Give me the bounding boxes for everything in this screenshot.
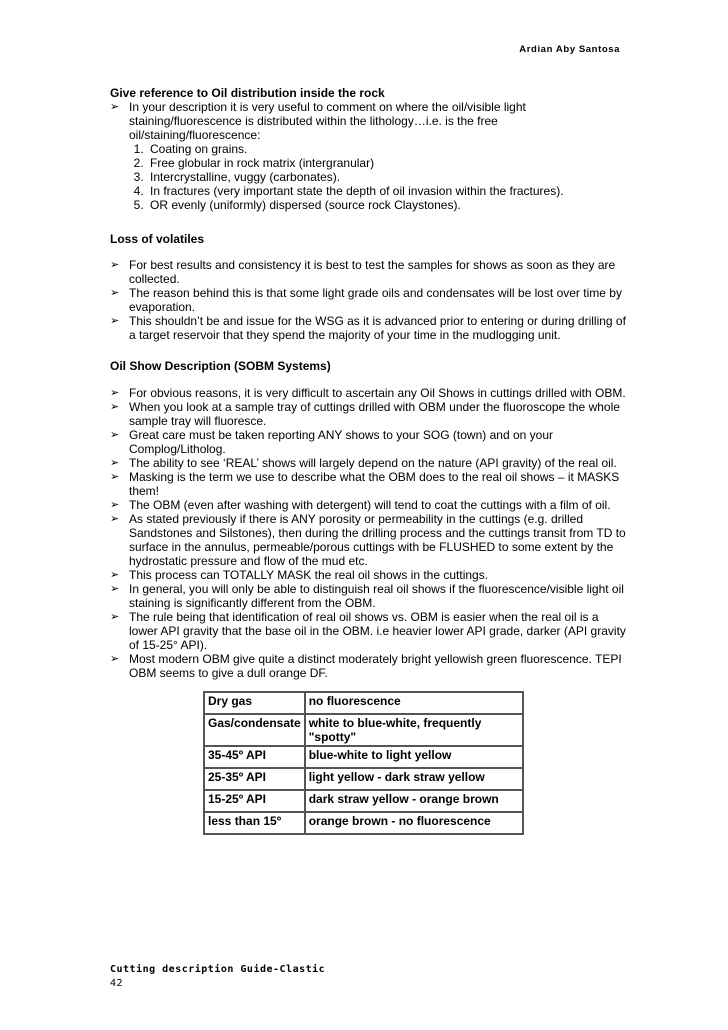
list-item: ➢ As stated previously if there is ANY porosity or permeability in the cuttings (e.g. drilled Sandstones and Silstones), then during the drilling process and the cuttings transit from TD to surface in the annulus, permeable/porous cuttings with be FLUSHED to some extent by the hydrostatic pressure and flow of the mud etc. — [110, 512, 630, 568]
section-heading-loss-of-volatiles: Loss of volatiles — [110, 232, 205, 246]
list-item: ➢ This shouldn’t be and issue for the WSG as it is advanced prior to entering or during drilling of a target reservoir that they spend the majority of your time in the mudlogging unit. — [110, 314, 630, 342]
table-cell-fluorescence: light yellow - dark straw yellow — [305, 768, 523, 790]
table-cell-gravity: Gas/condensate — [204, 714, 305, 746]
footer-document-title: Cutting description Guide-Clastic — [110, 964, 326, 975]
volatiles-list — [110, 258, 630, 342]
table-cell-gravity: Dry gas — [204, 692, 305, 714]
list-item: ➢ Masking is the term we use to describe what the OBM does to the real oil shows – it MASKS them! — [110, 470, 630, 498]
header-author: Ardian Aby Santosa — [519, 44, 620, 55]
table-cell-fluorescence: blue-white to light yellow — [305, 746, 523, 768]
list-item: ➢ For best results and consistency it is best to test the samples for shows as soon as they are collected. — [110, 258, 630, 286]
oil-distribution-intro: In your description it is very useful to comment on where the oil/visible light staining/fluorescence is distributed within the lithology…i.e. is the free oil/staining/fluorescence: — [129, 100, 526, 142]
table-cell-gravity: 35-45º API — [204, 746, 305, 768]
list-item: 2. Free globular in rock matrix (intergranular) — [147, 156, 630, 170]
list-item: ➢ Great care must be taken reporting ANY shows to your SOG (town) and on your Complog/Litholog. — [110, 428, 630, 456]
list-item: ➢ When you look at a sample tray of cuttings drilled with OBM under the fluoroscope the whole sample tray will fluoresce. — [110, 400, 630, 428]
list-item: ➢ The reason behind this is that some light grade oils and condensates will be lost over time by evaporation. — [110, 286, 630, 314]
list-item: ➢ In general, you will only be able to distinguish real oil shows if the fluorescence/visible light oil staining is significantly different from the OBM. — [110, 582, 630, 610]
list-item: ➢ The rule being that identification of real oil shows vs. OBM is easier when the real oil is a lower API gravity that the base oil in the OBM. i.e heavier lower API grade, darker (API gravity of 15-25° API). — [110, 610, 630, 652]
list-item: 1. Coating on grains. — [147, 142, 630, 156]
oil-show-list — [110, 386, 630, 680]
list-item: 3. Intercrystalline, vuggy (carbonates). — [147, 170, 630, 184]
section-heading-oil-distribution: Give reference to Oil distribution inside the rock — [110, 86, 385, 100]
table-cell-fluorescence: white to blue-white, frequently "spotty" — [305, 714, 523, 746]
table-row — [204, 714, 523, 746]
page-content — [110, 86, 630, 835]
table-cell-fluorescence: dark straw yellow - orange brown — [305, 790, 523, 812]
section-heading-oil-show-description: Oil Show Description (SOBM Systems) — [110, 359, 331, 373]
distribution-types-list — [129, 142, 630, 212]
list-item: 4. In fractures (very important state the depth of oil invasion within the fractures). — [147, 184, 630, 198]
page-footer — [110, 963, 325, 991]
table-row — [204, 746, 523, 768]
fluorescence-table — [203, 691, 524, 835]
list-item — [110, 100, 630, 212]
page-number: 42 — [110, 978, 124, 989]
table-cell-fluorescence: no fluorescence — [305, 692, 523, 714]
table-cell-gravity: 15-25º API — [204, 790, 305, 812]
table-row — [204, 812, 523, 834]
list-item: ➢ The ability to see ‘REAL’ shows will largely depend on the nature (API gravity) of the real oil. — [110, 456, 630, 470]
list-item: ➢ This process can TOTALLY MASK the real oil shows in the cuttings. — [110, 568, 630, 582]
list-item: ➢ Most modern OBM give quite a distinct moderately bright yellowish green fluorescence. TEPI OBM seems to give a dull orange DF. — [110, 652, 630, 680]
table-row — [204, 790, 523, 812]
list-item: ➢ For obvious reasons, it is very difficult to ascertain any Oil Shows in cuttings drilled with OBM. — [110, 386, 630, 400]
table-cell-gravity: less than 15º — [204, 812, 305, 834]
list-item: ➢ The OBM (even after washing with detergent) will tend to coat the cuttings with a film of oil. — [110, 498, 630, 512]
list-item: 5. OR evenly (uniformly) dispersed (source rock Claystones). — [147, 198, 630, 212]
table-row — [204, 768, 523, 790]
table-cell-fluorescence: orange brown - no fluorescence — [305, 812, 523, 834]
table-row — [204, 692, 523, 714]
oil-distribution-list — [110, 100, 630, 212]
table-cell-gravity: 25-35º API — [204, 768, 305, 790]
